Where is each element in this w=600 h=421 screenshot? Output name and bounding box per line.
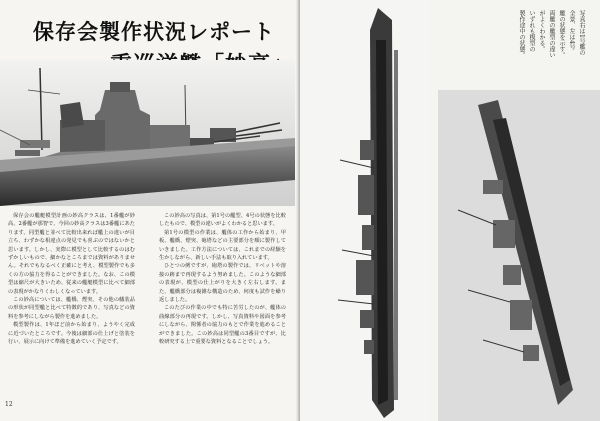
paragraph: 保存会の艦艇模型計画の妙高クラスは、1番艦が妙高、2番艦が那智で、今回の妙高クラスは3番艦にあたります。同型艦と並べて比較出来れば艦上の違いが目立ち、わずかな相違点の発見でも喜ぶのではないかと思います。しかし、実際に模型として比較するのはむずかしいもので、細かなところまでは資料がありません。それでもなるべく正確にと考え、模型製作でも多くの方の協力を得ることができました。なお、この模型は縮尺が大きいため、従来の艦艇模型に比べて細部の表現がかなりくわしくなっています。: [8, 213, 135, 295]
photo-caption: [445, 10, 585, 90]
caption-line: いずれも模型の: [528, 10, 535, 52]
body-text: [8, 212, 292, 402]
caption-line: 艦の状態を示す。: [558, 10, 565, 58]
body-column-2: [159, 212, 286, 347]
model-photo-2: [438, 90, 600, 421]
caption-line: 写真右は1号艦の: [578, 10, 585, 56]
paragraph: このたびの作業の中でも特に苦労したのが、艦体の曲線部分の再現です。しかし、写真資料や図面を参考にしながら、関係者の協力のもとで作業を進めることができました。この妙高は同型艦の3番目ですが、比較研究する上で重要な資料となることでしょう。: [159, 305, 286, 346]
body-column-1: [8, 212, 135, 347]
caption-line: 製作途中の状態。: [518, 10, 525, 58]
paragraph: この妙高の写真は、第1号の艦型、4号の状態を比較したもので、模型の違いがよくわかると思います。: [159, 213, 286, 228]
caption-line: がよくわかる。: [538, 10, 545, 52]
article-title: 保存会製作状況レポート: [33, 20, 275, 44]
caption-line: 両艦の艦型の違い: [548, 10, 555, 58]
paragraph: この妙高については、艦橋、煙突、その他の艤装品の形状が同型艦と比べて特徴的であり、写真などの資料を参考にしながら製作を進めました。: [8, 297, 135, 320]
ship-photo: [0, 60, 295, 206]
page-number: 12: [5, 401, 13, 408]
paragraph: 模型製作は、1年ほど前から始まり、ようやく完成に近づいたところです。今後は細部の仕上げと塗装を行い、展示に向けて準備を進めていく予定です。: [8, 322, 135, 346]
right-page: [300, 0, 600, 421]
paragraph: 第1号の模型の作業は、艦体の工作から始まり、甲板、艦橋、煙突、砲塔などの主要部分を順に製作していきました。工作方法については、これまでの経験を生かしながら、新しい手法も取り入れています。: [159, 229, 286, 262]
model-photo-1: [300, 0, 430, 421]
paragraph: ひとつの例ですが、砲塔の製作では、リベットや溶接の跡まで再現するよう努めました。このような細部の表現が、模型の仕上がりを大きく左右します。また、艦橋部分は複雑な構造のため、何度も試作を繰り返しました。: [159, 263, 286, 304]
caption-line: 全景、左は4号: [568, 10, 575, 50]
